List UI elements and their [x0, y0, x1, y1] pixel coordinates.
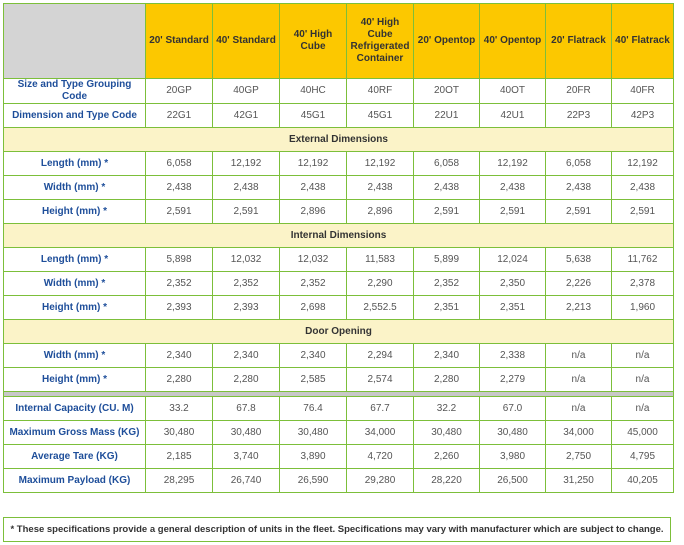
- table-cell: 2,185: [146, 445, 213, 469]
- table-cell: 2,352: [213, 272, 280, 296]
- row-label: Maximum Payload (KG): [4, 469, 146, 493]
- table-cell: 2,438: [480, 176, 546, 200]
- table-cell: 2,591: [414, 200, 480, 224]
- table-cell: 40HC: [280, 79, 347, 104]
- row-label: Height (mm) *: [4, 368, 146, 392]
- table-cell: 30,480: [146, 421, 213, 445]
- table-cell: 5,899: [414, 248, 480, 272]
- table-cell: 29,280: [347, 469, 414, 493]
- table-cell: 34,000: [546, 421, 612, 445]
- table-cell: 34,000: [347, 421, 414, 445]
- table-cell: 33.2: [146, 397, 213, 421]
- dimension-row: [4, 200, 674, 224]
- table-cell: 2,585: [280, 368, 347, 392]
- row-label: Maximum Gross Mass (KG): [4, 421, 146, 445]
- table-cell: 2,591: [146, 200, 213, 224]
- table-cell: 26,590: [280, 469, 347, 493]
- table-cell: 2,574: [347, 368, 414, 392]
- table-cell: 30,480: [414, 421, 480, 445]
- column-header: 20' Standard: [146, 4, 213, 79]
- table-cell: n/a: [612, 397, 674, 421]
- table-cell: 2,213: [546, 296, 612, 320]
- table-cell: 2,438: [146, 176, 213, 200]
- capacity-row: [4, 421, 674, 445]
- table-cell: 45G1: [347, 104, 414, 128]
- table-cell: 28,295: [146, 469, 213, 493]
- table-cell: 12,192: [213, 152, 280, 176]
- table-cell: 2,280: [213, 368, 280, 392]
- table-cell: 2,438: [546, 176, 612, 200]
- table-cell: 2,591: [612, 200, 674, 224]
- table-cell: 2,438: [347, 176, 414, 200]
- table-cell: 22G1: [146, 104, 213, 128]
- table-cell: 1,960: [612, 296, 674, 320]
- table-cell: 2,896: [280, 200, 347, 224]
- table-cell: 40,205: [612, 469, 674, 493]
- table-cell: n/a: [612, 368, 674, 392]
- table-cell: 28,220: [414, 469, 480, 493]
- row-label: Size and Type Grouping Code: [4, 79, 146, 104]
- row-label: Length (mm) *: [4, 152, 146, 176]
- dimension-row: [4, 272, 674, 296]
- row-label: Internal Capacity (CU. M): [4, 397, 146, 421]
- table-cell: 22U1: [414, 104, 480, 128]
- table-cell: 30,480: [480, 421, 546, 445]
- table-cell: 20OT: [414, 79, 480, 104]
- table-cell: 5,638: [546, 248, 612, 272]
- table-cell: 2,591: [480, 200, 546, 224]
- table-cell: n/a: [546, 368, 612, 392]
- capacity-row: [4, 469, 674, 493]
- table-cell: 20FR: [546, 79, 612, 104]
- table-cell: 2,280: [146, 368, 213, 392]
- table-cell: 2,352: [414, 272, 480, 296]
- table-cell: 12,024: [480, 248, 546, 272]
- table-cell: 32.2: [414, 397, 480, 421]
- column-header: 40' High Cube: [280, 4, 347, 79]
- table-cell: 2,896: [347, 200, 414, 224]
- table-cell: 2,340: [414, 344, 480, 368]
- table-cell: 4,795: [612, 445, 674, 469]
- table-cell: 5,898: [146, 248, 213, 272]
- table-cell: 2,340: [146, 344, 213, 368]
- table-cell: 2,351: [414, 296, 480, 320]
- table-cell: 11,583: [347, 248, 414, 272]
- table-cell: 2,393: [213, 296, 280, 320]
- table-cell: 26,500: [480, 469, 546, 493]
- table-cell: 2,438: [414, 176, 480, 200]
- table-cell: 40GP: [213, 79, 280, 104]
- table-cell: 3,740: [213, 445, 280, 469]
- dimension-row: [4, 152, 674, 176]
- capacity-row: [4, 397, 674, 421]
- row-label: Width (mm) *: [4, 344, 146, 368]
- section-title: Internal Dimensions: [4, 224, 674, 248]
- table-cell: 2,351: [480, 296, 546, 320]
- section-title: Door Opening: [4, 320, 674, 344]
- dimension-row: [4, 368, 674, 392]
- section-row: [4, 320, 674, 344]
- row-label: Height (mm) *: [4, 200, 146, 224]
- table-cell: 42G1: [213, 104, 280, 128]
- table-cell: 12,192: [347, 152, 414, 176]
- code-row: [4, 104, 674, 128]
- table-cell: 2,352: [280, 272, 347, 296]
- dimension-row: [4, 176, 674, 200]
- table-cell: 67.0: [480, 397, 546, 421]
- table-cell: 40FR: [612, 79, 674, 104]
- table-cell: 67.7: [347, 397, 414, 421]
- table-cell: 2,338: [480, 344, 546, 368]
- table-cell: 3,890: [280, 445, 347, 469]
- table-cell: 11,762: [612, 248, 674, 272]
- table-cell: 12,032: [280, 248, 347, 272]
- dimension-row: [4, 248, 674, 272]
- row-label: Height (mm) *: [4, 296, 146, 320]
- column-header: 20' Opentop: [414, 4, 480, 79]
- container-spec-table: [3, 3, 674, 493]
- table-cell: 40RF: [347, 79, 414, 104]
- table-cell: 2,280: [414, 368, 480, 392]
- table-cell: 12,032: [213, 248, 280, 272]
- table-cell: 2,260: [414, 445, 480, 469]
- table-cell: 12,192: [280, 152, 347, 176]
- table-cell: 45,000: [612, 421, 674, 445]
- table-cell: 6,058: [414, 152, 480, 176]
- table-cell: 2,438: [280, 176, 347, 200]
- table-cell: 2,378: [612, 272, 674, 296]
- table-cell: 2,350: [480, 272, 546, 296]
- table-cell: 31,250: [546, 469, 612, 493]
- table-cell: 4,720: [347, 445, 414, 469]
- table-cell: 76.4: [280, 397, 347, 421]
- table-cell: 2,279: [480, 368, 546, 392]
- table-cell: 2,340: [213, 344, 280, 368]
- table-cell: 2,393: [146, 296, 213, 320]
- table-cell: 2,750: [546, 445, 612, 469]
- table-cell: 2,438: [612, 176, 674, 200]
- table-cell: 2,591: [213, 200, 280, 224]
- table-cell: n/a: [546, 397, 612, 421]
- header-row: [4, 4, 674, 79]
- table-cell: 2,352: [146, 272, 213, 296]
- spec-table-body: [4, 4, 674, 493]
- table-cell: 45G1: [280, 104, 347, 128]
- table-cell: 6,058: [146, 152, 213, 176]
- table-cell: n/a: [612, 344, 674, 368]
- table-cell: 26,740: [213, 469, 280, 493]
- table-cell: 22P3: [546, 104, 612, 128]
- table-cell: 20GP: [146, 79, 213, 104]
- spec-table-wrapper: [3, 3, 674, 493]
- row-label: Length (mm) *: [4, 248, 146, 272]
- row-label: Average Tare (KG): [4, 445, 146, 469]
- capacity-row: [4, 445, 674, 469]
- table-cell: 42U1: [480, 104, 546, 128]
- table-cell: 30,480: [280, 421, 347, 445]
- dimension-row: [4, 344, 674, 368]
- table-cell: 2,340: [280, 344, 347, 368]
- table-cell: 40OT: [480, 79, 546, 104]
- table-cell: 2,438: [213, 176, 280, 200]
- row-label: Width (mm) *: [4, 176, 146, 200]
- dimension-row: [4, 296, 674, 320]
- table-cell: 30,480: [213, 421, 280, 445]
- table-cell: 67.8: [213, 397, 280, 421]
- corner-cell: [4, 4, 146, 79]
- table-cell: 12,192: [612, 152, 674, 176]
- table-cell: 3,980: [480, 445, 546, 469]
- table-cell: 12,192: [480, 152, 546, 176]
- table-cell: 2,290: [347, 272, 414, 296]
- table-cell: 2,698: [280, 296, 347, 320]
- column-header: 40' Flatrack: [612, 4, 674, 79]
- column-header: 20' Flatrack: [546, 4, 612, 79]
- footnote: * These specifications provide a general description of units in the fleet. Specifications may vary with manufacturer which are subject to change.: [3, 517, 671, 542]
- table-cell: 42P3: [612, 104, 674, 128]
- table-cell: 2,552.5: [347, 296, 414, 320]
- section-row: [4, 128, 674, 152]
- table-cell: 2,226: [546, 272, 612, 296]
- column-header: 40' Standard: [213, 4, 280, 79]
- table-cell: n/a: [546, 344, 612, 368]
- table-cell: 6,058: [546, 152, 612, 176]
- code-row: [4, 79, 674, 104]
- column-header: 40' High Cube Refrigerated Container: [347, 4, 414, 79]
- row-label: Dimension and Type Code: [4, 104, 146, 128]
- table-cell: 2,294: [347, 344, 414, 368]
- section-row: [4, 224, 674, 248]
- column-header: 40' Opentop: [480, 4, 546, 79]
- row-label: Width (mm) *: [4, 272, 146, 296]
- section-title: External Dimensions: [4, 128, 674, 152]
- table-cell: 2,591: [546, 200, 612, 224]
